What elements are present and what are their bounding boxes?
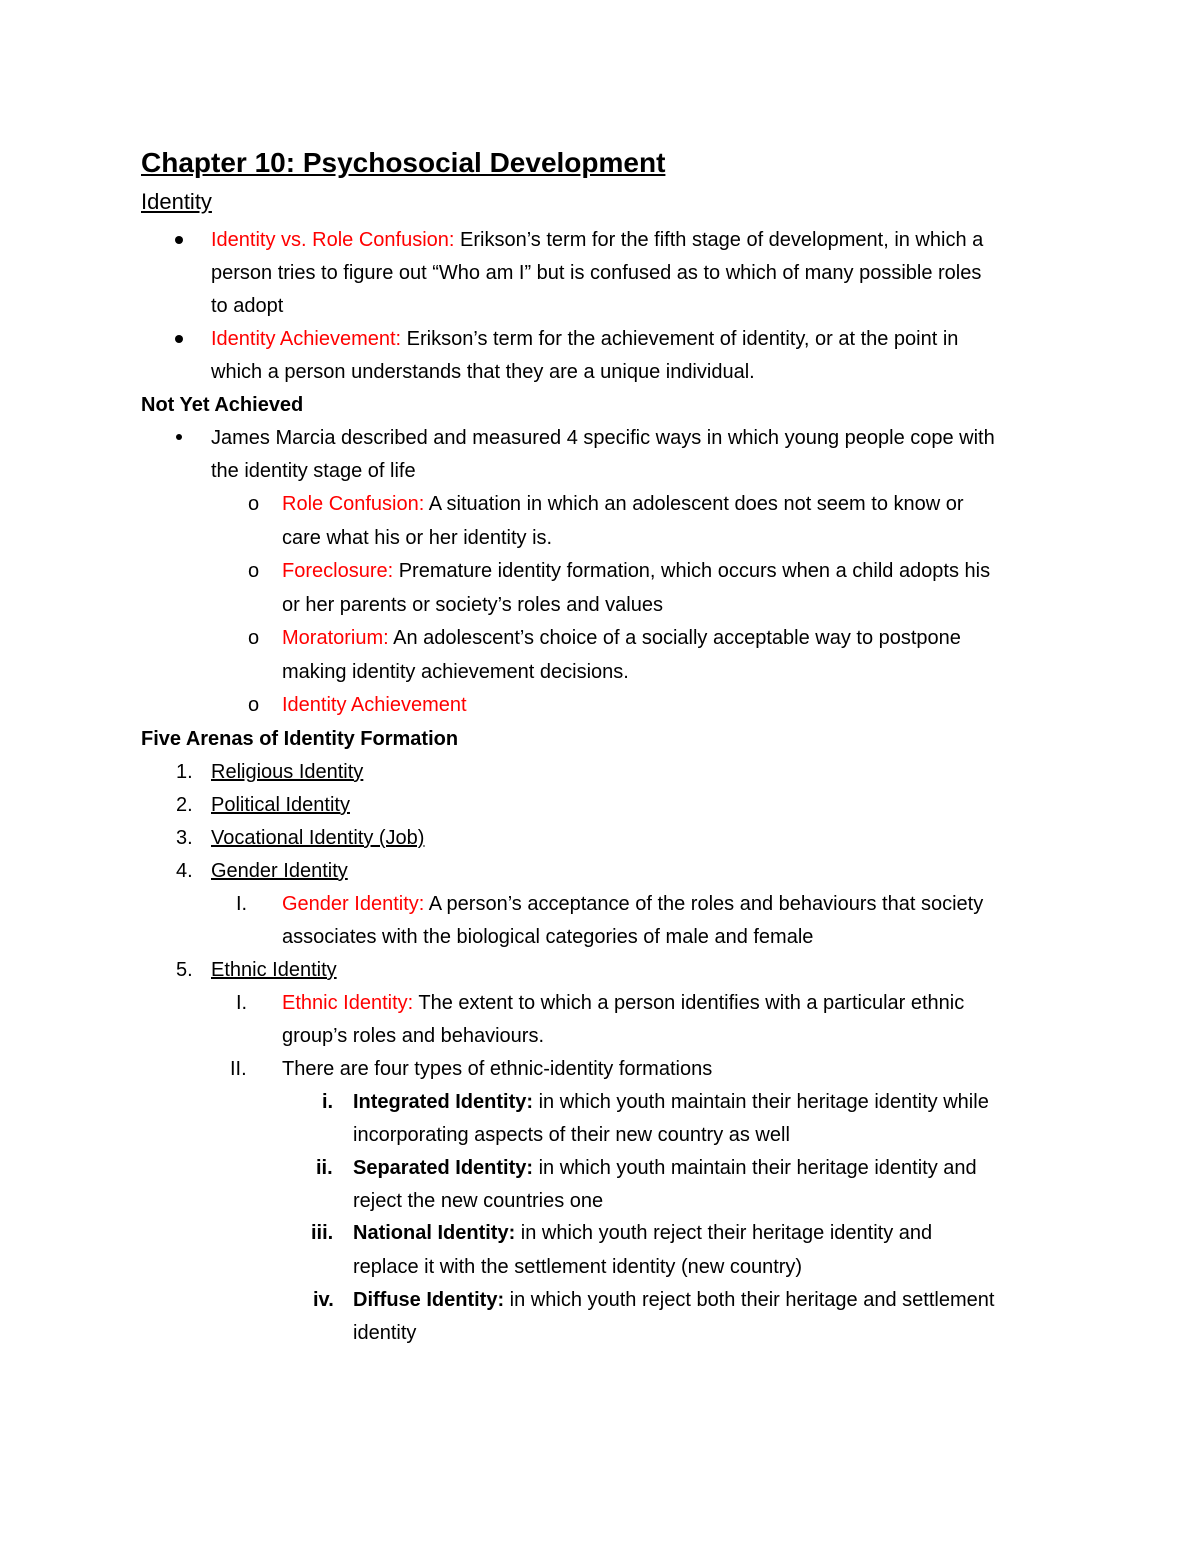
bullet-icon (175, 236, 183, 244)
arena-vocational: Vocational Identity (Job) (211, 827, 425, 849)
gender-identity-def-line-1: Gender Identity: A person’s acceptance of the roles and behaviours that society (282, 893, 984, 915)
sub-bullet-icon: o (248, 694, 260, 716)
arena-political: Political Identity (211, 794, 350, 816)
list-number: 5. (176, 959, 193, 981)
list-number: i. (322, 1091, 334, 1113)
arena-ethnic: Ethnic Identity (211, 959, 337, 981)
list-number: iii. (311, 1222, 334, 1244)
sub-bullet-icon: o (248, 493, 260, 515)
marcia-line-1: James Marcia described and measured 4 specific ways in which young people cope with (211, 427, 995, 449)
sub-bullet-icon: o (248, 560, 260, 582)
ethnic-identity-def-line-1: Ethnic Identity: The extent to which a person identifies with a particular ethnic (282, 992, 965, 1014)
marcia-line-2: the identity stage of life (211, 460, 416, 482)
ethnic-type-integrated-line-1: Integrated Identity: in which youth maintain their heritage identity while (353, 1091, 989, 1113)
ethnic-type-diffuse-line-2: identity (353, 1322, 417, 1344)
bullet-icon (176, 434, 182, 440)
ethnic-type-national-line-2: replace it with the settlement identity (new country) (353, 1256, 803, 1278)
ethnic-type-national-line-1: National Identity: in which youth reject their heritage identity and (353, 1222, 933, 1244)
status-role-confusion-line-1: Role Confusion: A situation in which an adolescent does not seem to know or (282, 493, 964, 515)
identity-item-2-line-1: Identity Achievement: Erikson’s term for the achievement of identity, or at the point in (211, 328, 959, 350)
ethnic-type-integrated-line-2: incorporating aspects of their new country as well (353, 1124, 790, 1146)
sub-bullet-icon: o (248, 627, 260, 649)
status-foreclosure-line-2: or her parents or society’s roles and values (282, 594, 663, 616)
list-number: 3. (176, 827, 193, 849)
identity-item-2-line-2: which a person understands that they are a unique individual. (211, 361, 755, 383)
identity-item-1-line-2: person tries to figure out “Who am I” but is confused as to which of many possible roles (211, 262, 982, 284)
status-role-confusion-line-2: care what his or her identity is. (282, 527, 553, 549)
section-heading-identity: Identity (141, 189, 212, 214)
arena-gender: Gender Identity (211, 860, 348, 882)
ethnic-types-intro: There are four types of ethnic-identity formations (282, 1058, 713, 1080)
ethnic-type-separated-line-1: Separated Identity: in which youth maintain their heritage identity and (353, 1157, 977, 1179)
identity-item-1-line-1: Identity vs. Role Confusion: Erikson’s term for the fifth stage of development, in which a (211, 229, 984, 251)
status-identity-achievement: Identity Achievement (282, 694, 467, 716)
status-foreclosure-line-1: Foreclosure: Premature identity formation, which occurs when a child adopts his (282, 560, 991, 582)
page-title: Chapter 10: Psychosocial Development (141, 147, 666, 178)
list-number: iv. (313, 1289, 334, 1311)
identity-item-1-line-3: to adopt (211, 295, 284, 317)
list-number: 1. (176, 761, 193, 783)
gender-identity-def-line-2: associates with the biological categories of male and female (282, 926, 814, 948)
list-number: I. (236, 992, 248, 1014)
bullet-icon (175, 335, 183, 343)
section-heading-five-arenas: Five Arenas of Identity Formation (141, 728, 459, 750)
list-number: I. (236, 893, 248, 915)
status-moratorium-line-1: Moratorium: An adolescent’s choice of a socially acceptable way to postpone (282, 627, 961, 649)
arena-religious: Religious Identity (211, 761, 364, 783)
list-number: II. (230, 1058, 247, 1080)
status-moratorium-line-2: making identity achievement decisions. (282, 661, 629, 683)
ethnic-type-separated-line-2: reject the new countries one (353, 1190, 604, 1212)
ethnic-identity-def-line-2: group’s roles and behaviours. (282, 1025, 545, 1047)
section-heading-not-yet-achieved: Not Yet Achieved (141, 394, 304, 416)
list-number: 2. (176, 794, 193, 816)
list-number: 4. (176, 860, 193, 882)
ethnic-type-diffuse-line-1: Diffuse Identity: in which youth reject both their heritage and settlement (353, 1289, 995, 1311)
list-number: ii. (316, 1157, 333, 1179)
